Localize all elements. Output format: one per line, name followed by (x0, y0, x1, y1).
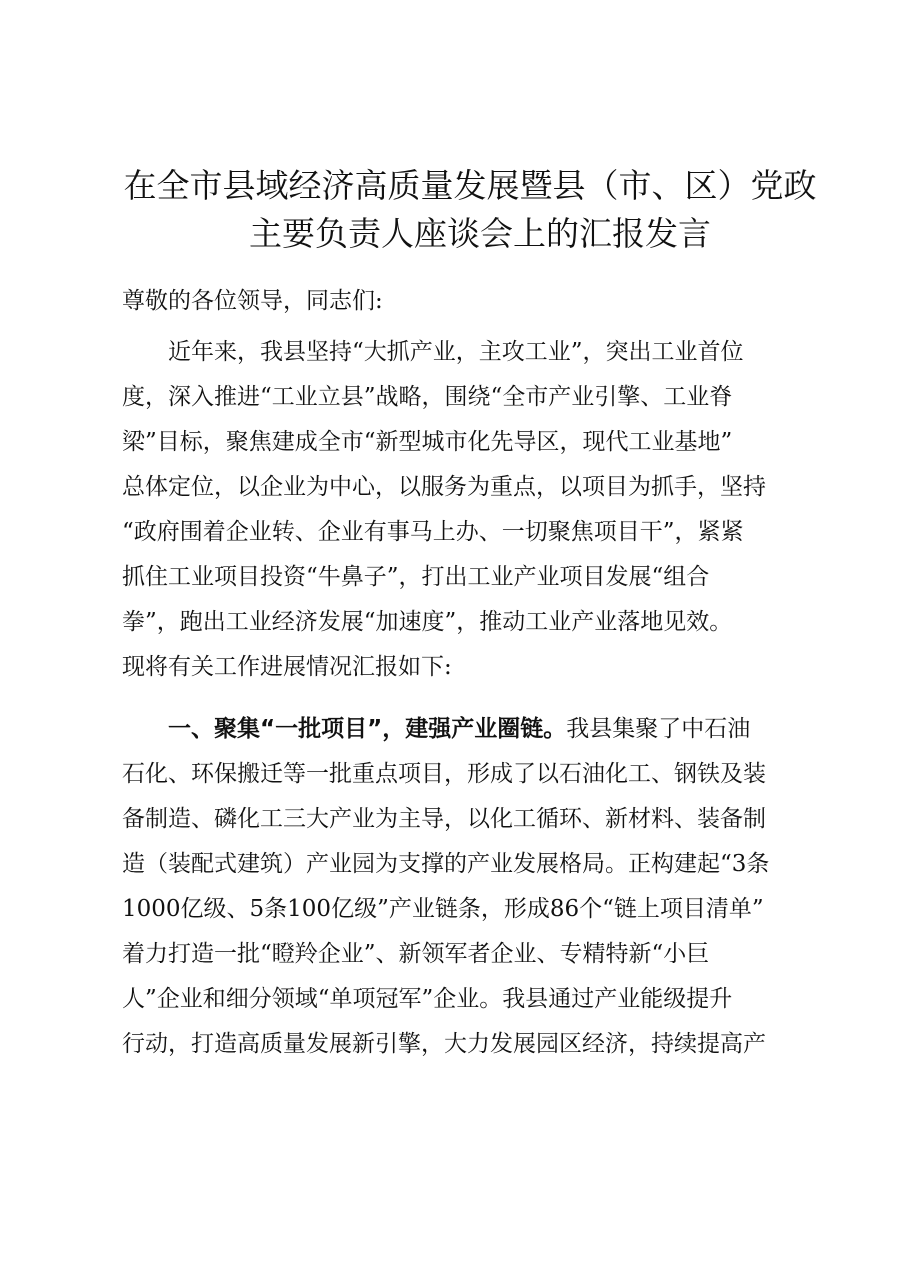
paragraph-line: 近年来，我县坚持“大抓产业，主攻工业”，突出工业首位 (168, 339, 744, 365)
section-1-heading: 一、聚集“一批项目”，建强产业圈链。 (168, 716, 567, 742)
paragraph-line: 梁”目标，聚焦建成全市“新型城市化先导区，现代工业基地” (122, 429, 733, 455)
paragraph-line: 石化、环保搬迁等一批重点项目，形成了以石油化工、钢铁及装 (122, 761, 766, 787)
document-title-line-2: 主要负责人座谈会上的汇报发言 (249, 214, 711, 253)
paragraph-line: 总体定位，以企业为中心，以服务为重点，以项目为抓手，坚持 (122, 474, 766, 500)
paragraph-line: “政府围着企业转、企业有事马上办、一切聚焦项目干”，紧紧 (122, 519, 744, 545)
paragraph-line: 造（装配式建筑）产业园为支撑的产业发展格局。正构建起“3条 (122, 851, 770, 877)
paragraph-line: 人”企业和细分领域“单项冠军”企业。我县通过产业能级提升 (122, 986, 733, 1012)
paragraph-line: 度，深入推进“工业立县”战略，围绕“全市产业引擎、工业脊 (122, 384, 733, 410)
paragraph-line: 拳”，跑出工业经济发展“加速度”，推动工业产业落地见效。 (122, 609, 733, 635)
paragraph-line: 备制造、磷化工三大产业为主导，以化工循环、新材料、装备制 (122, 806, 766, 832)
paragraph-line: 着力打造一批“瞪羚企业”、新领军者企业、专精特新“小巨 (122, 941, 710, 967)
paragraph-line: 1000亿级、5条100亿级”产业链条，形成86个“链上项目清单” (122, 896, 764, 922)
section-1-first-line (168, 713, 750, 745)
paragraph-line: 现将有关工作进展情况汇报如下: (122, 654, 452, 680)
salutation: 尊敬的各位领导，同志们: (122, 288, 383, 314)
paragraph-line: 行动，打造高质量发展新引擎，大力发展园区经济，持续提高产 (122, 1031, 766, 1057)
document-title-line-1: 在全市县域经济高质量发展暨县（市、区）党政 (123, 166, 817, 205)
section-1-first-tail: 我县集聚了中石油 (566, 716, 751, 742)
paragraph-line: 抓住工业项目投资“牛鼻子”，打出工业产业项目发展“组合 (122, 564, 710, 590)
document-body (122, 285, 812, 1105)
